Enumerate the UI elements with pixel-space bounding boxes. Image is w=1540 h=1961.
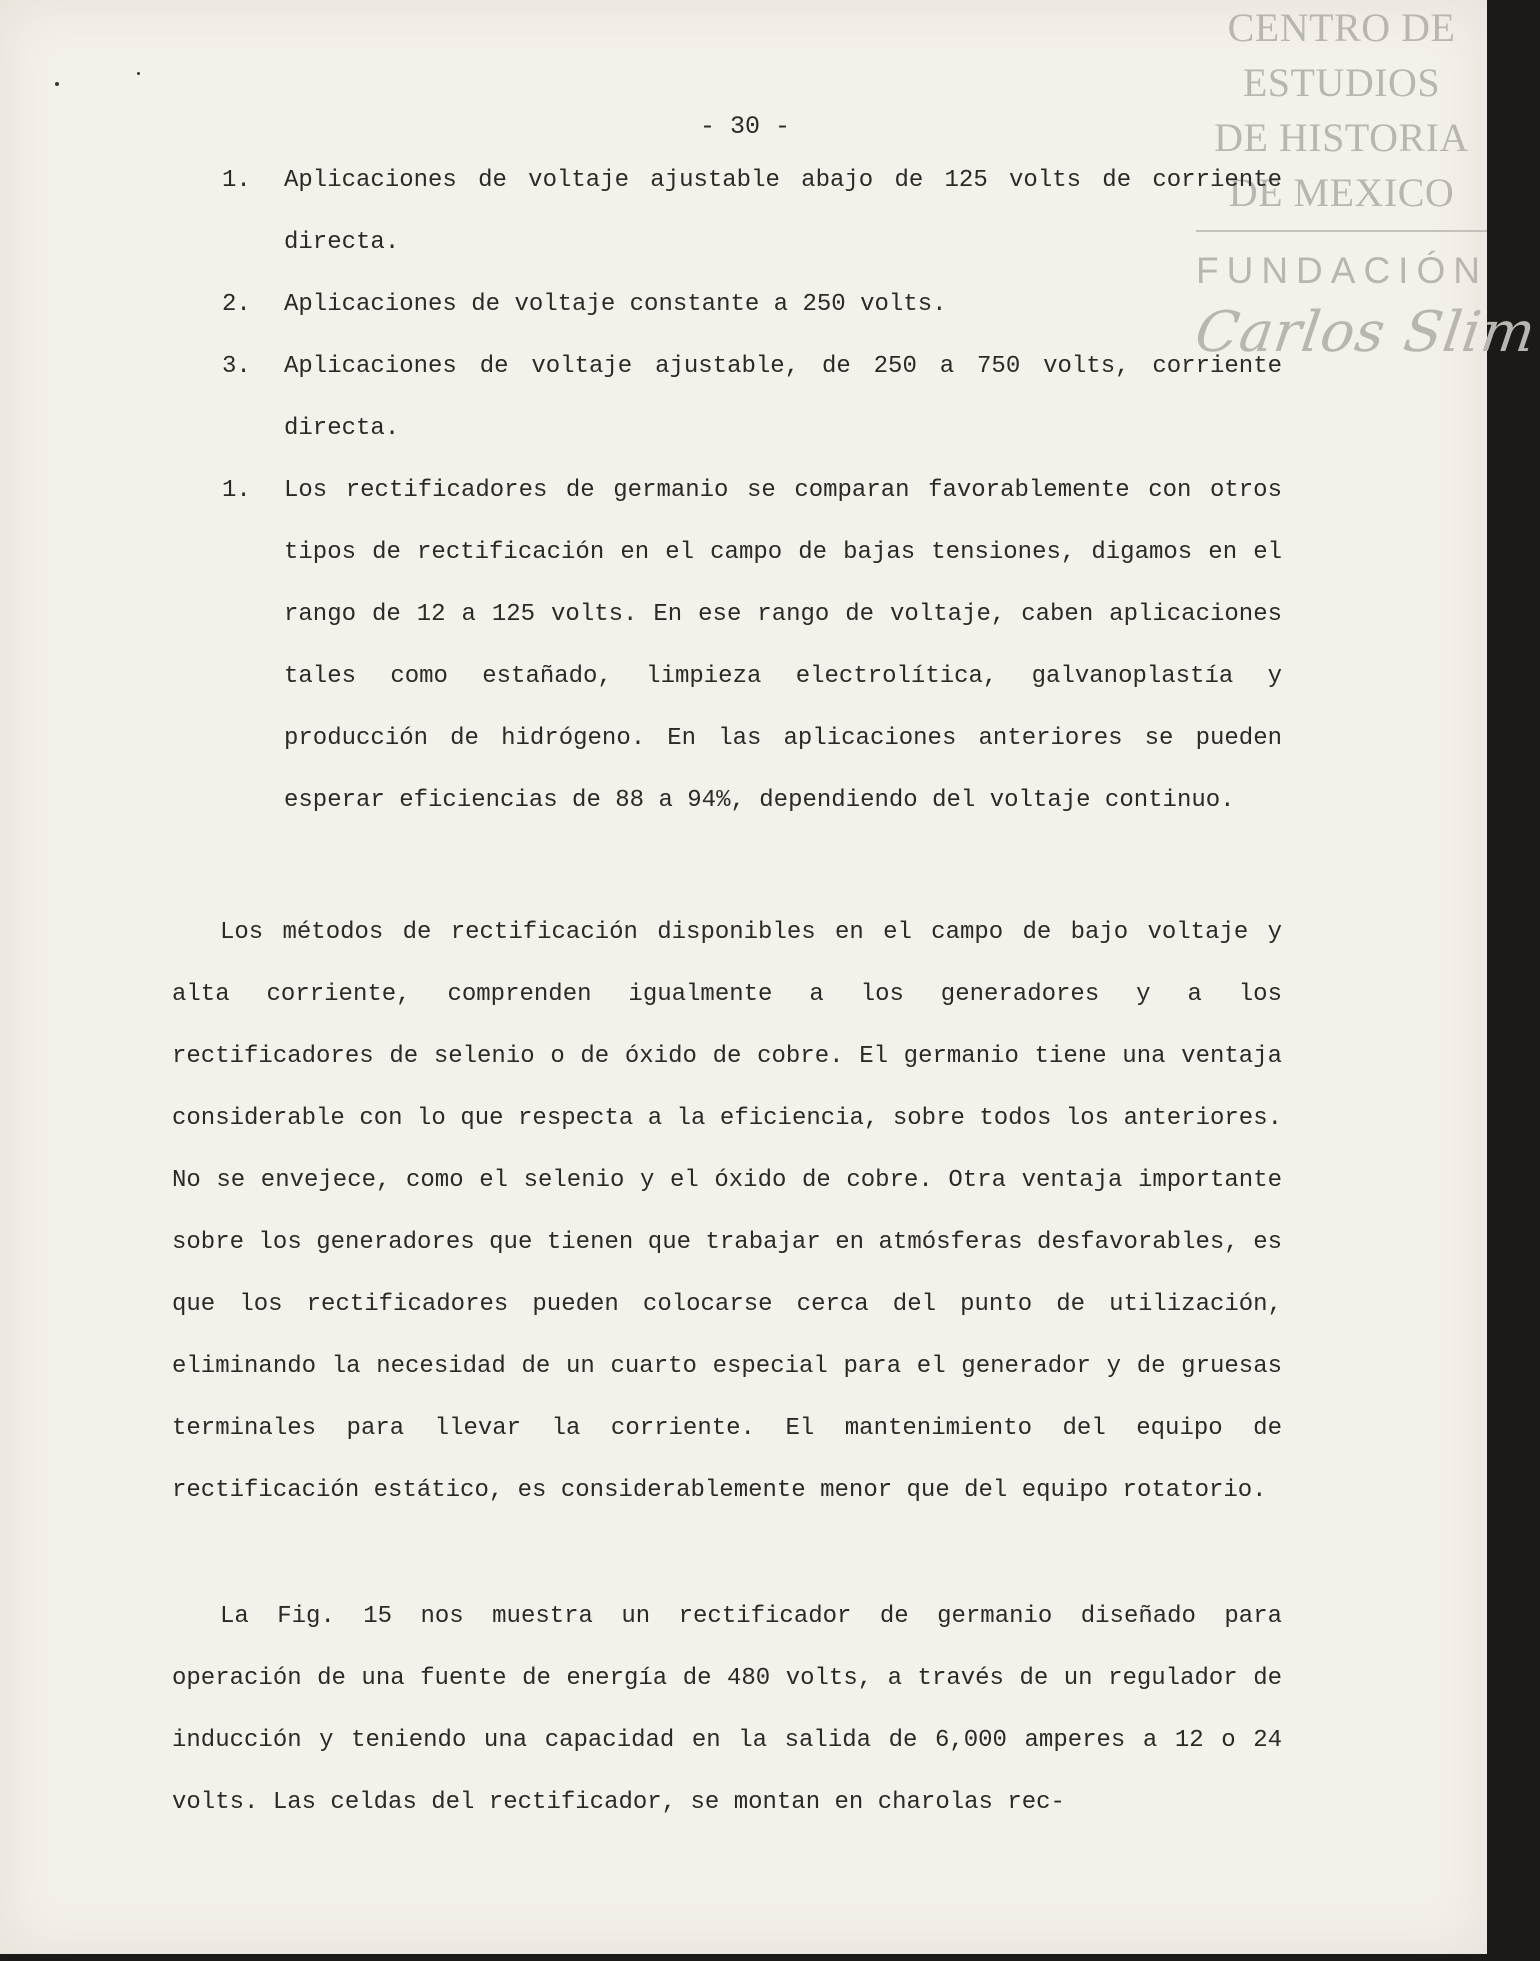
list-item-text: Aplicaciones de voltaje ajustable abajo de 125 volts de corriente directa. (284, 167, 1282, 256)
paper-speck (55, 82, 59, 86)
list-item-text: Aplicaciones de voltaje ajustable, de 250 a 750 volts, corriente directa. (284, 353, 1282, 442)
watermark-line: DE HISTORIA (1214, 115, 1469, 160)
list-item-text: Los rectificadores de germanio se comparan favorablemente con otros tipos de rectificación en el campo de bajas tensiones, digamos en el rango de 12 a 125 volts. En ese rango de voltaje, caben aplicaciones tales como estañado, limpieza electrolítica, galvanoplastía y producción de hidrógeno. En las aplicaciones anteriores se pueden esperar eficiencias de 88 a 94%, dependiendo del voltaje continuo. (284, 477, 1282, 814)
body-paragraph: Los métodos de rectificación disponibles en el campo de bajo voltaje y alta corriente, comprenden igualmente a los generadores y a los rectificadores de selenio o de óxido de cobre. El germanio tiene una ventaja considerable con lo que respecta a la eficiencia, sobre todos los anteriores. No se envejece, como el selenio y el óxido de cobre. Otra ventaja importante sobre los generadores que tienen que trabajar en atmósferas desfavorables, es que los rectificadores pueden colocarse cerca del punto de utilización, eliminando la necesidad de un cuarto especial para el generador y de gruesas terminales para llevar la corriente. El mantenimiento del equipo de rectificación estático, es considerablemente menor que del equipo rotatorio. (172, 919, 1282, 1504)
list-item-number: 2. (222, 291, 251, 318)
watermark-signature: Carlos Slim (1191, 300, 1540, 365)
watermark-line: CENTRO DE (1227, 5, 1456, 50)
list-item (222, 274, 1282, 336)
list-item (222, 460, 1282, 832)
list-item (222, 336, 1282, 460)
page-number: - 30 - (700, 112, 791, 141)
watermark-line: ESTUDIOS (1242, 60, 1441, 105)
list-item-text: Aplicaciones de voltaje constante a 250 volts. (284, 291, 947, 318)
list-item (222, 150, 1282, 274)
paper-speck (137, 72, 140, 75)
list-item-number: 3. (222, 353, 251, 380)
list-item-number: 1. (222, 167, 251, 194)
body-paragraph: La Fig. 15 nos muestra un rectificador de germanio diseñado para operación de una fuente de energía de 480 volts, a través de un regulador de inducción y teniendo una capacidad en la salida de 6,000 amperes a 12 o 24 volts. Las celdas del rectificador, se montan en charolas rec- (172, 1603, 1282, 1816)
watermark-foundation: FUNDACIÓN (1196, 250, 1488, 291)
list-item-number: 1. (222, 477, 251, 504)
watermark-line: DE MEXICO (1228, 170, 1455, 215)
